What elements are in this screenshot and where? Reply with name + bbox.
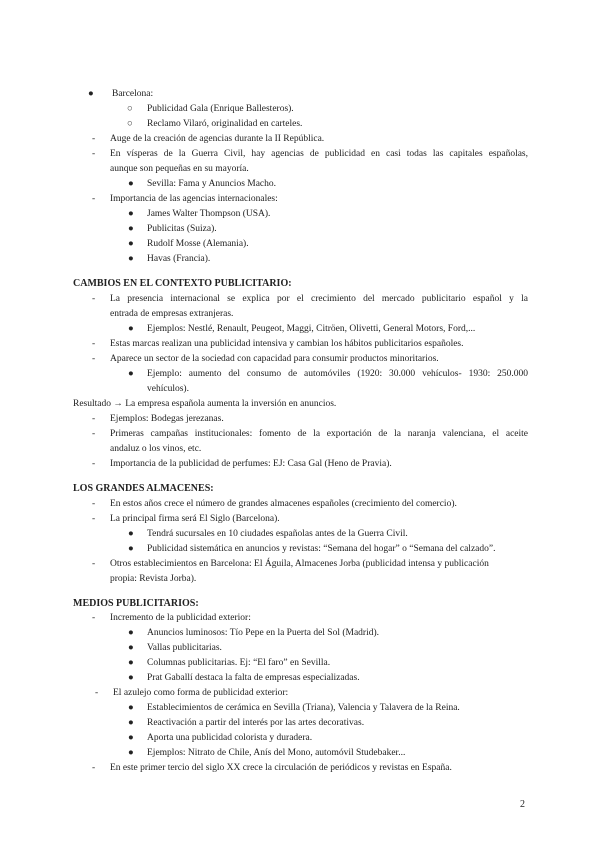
tercio-item: En este primer tercio del siglo XX crece la circulación de periódicos y revistas en España. (110, 763, 452, 773)
sistematica-item: Publicidad sistemática en anuncios y revistas: “Semana del hogar” o “Semana del calzado”. (147, 544, 496, 554)
sevilla-item: Sevilla: Fama y Anuncios Macho. (147, 179, 277, 189)
ejemplo-auto-line-1: Ejemplo: aumento del consumo de automóviles (1920: 30.000 vehículos- 1930: 250.000 (147, 369, 528, 379)
bullet-dash-icon: - (92, 499, 96, 509)
bullet-disc-icon: ● (128, 369, 134, 379)
aparece-item: Aparece un sector de la sociedad con capacidad para consumir productos minoritarios. (110, 354, 439, 364)
vilaro-item: Reclamo Vilaró, originalidad en carteles. (147, 119, 303, 129)
bullet-dash-icon: - (92, 559, 96, 569)
auge-item: Auge de la creación de agencias durante la II República. (110, 134, 325, 144)
otros-line-1: Otros establecimientos en Barcelona: El Águila, Almacenes Jorba (publicidad intensa y publicación (110, 559, 489, 569)
bullet-circle-icon: ○ (127, 119, 133, 129)
perfumes-item: Importancia de la publicidad de perfumes: EJ: Casa Gal (Heno de Pravia). (110, 459, 392, 469)
azulejo-item: El azulejo como forma de publicidad exterior: (113, 688, 289, 698)
bullet-disc-icon: ● (128, 529, 134, 539)
bullet-dash-icon: - (92, 763, 96, 773)
presencia-line-2: entrada de empresas extranjeras. (110, 309, 234, 319)
bullet-dash-icon: - (92, 354, 96, 364)
barcelona-item: Barcelona: (112, 89, 154, 99)
bullet-dash-icon: - (92, 149, 96, 159)
bullet-dash-icon: - (92, 613, 96, 623)
exterior-item: Prat Gaballí destaca la falta de empresas especializadas. (147, 673, 360, 683)
bodegas-item: Ejemplos: Bodegas jerezanas. (110, 414, 224, 424)
bullet-disc-icon: ● (128, 209, 134, 219)
bullet-disc-icon: ● (128, 703, 134, 713)
ejemplo-auto-line-2: vehículos). (147, 384, 189, 394)
primeras-line-2: andaluz o los vinos, etc. (110, 444, 202, 454)
bullet-dash-icon: - (92, 339, 96, 349)
bullet-dash-icon: - (92, 459, 96, 469)
visperas-line-2: aunque son pequeñas en su mayoría. (110, 164, 249, 174)
presencia-line-1: La presencia internacional se explica por el crecimiento del mercado publicitario español y la (110, 294, 528, 304)
bullet-dash-icon: - (92, 514, 96, 524)
resultado-line: Resultado → La empresa española aumenta la inversión en anuncios. (73, 399, 337, 409)
agency-item: Havas (Francia). (147, 254, 211, 264)
ejemplos-marcas-item: Ejemplos: Nestlé, Renault, Peugeot, Maggi, Citröen, Olivetti, General Motors, Ford,... (147, 324, 476, 334)
gala-item: Publicidad Gala (Enrique Ballesteros). (147, 104, 294, 114)
bullet-disc-icon: ● (128, 224, 134, 234)
azulejo-subitem: Aporta una publicidad colorista y duradera. (147, 733, 313, 743)
section-heading: MEDIOS PUBLICITARIOS: (73, 598, 199, 609)
bullet-disc-icon: ● (128, 733, 134, 743)
bullet-disc-icon: ● (88, 89, 94, 99)
bullet-disc-icon: ● (128, 748, 134, 758)
bullet-disc-icon: ● (128, 544, 134, 554)
bullet-circle-icon: ○ (127, 104, 133, 114)
bullet-disc-icon: ● (128, 179, 134, 189)
agency-item: Publicitas (Suiza). (147, 224, 217, 234)
section-heading: CAMBIOS EN EL CONTEXTO PUBLICITARIO: (73, 278, 292, 289)
bullet-disc-icon: ● (128, 254, 134, 264)
visperas-line-1: En vísperas de la Guerra Civil, hay agencias de publicidad en casi todas las capitales españolas, (110, 149, 528, 159)
bullet-dash-icon: - (92, 194, 96, 204)
bullet-dash-icon: - (92, 134, 96, 144)
agency-item: James Walter Thompson (USA). (147, 209, 271, 219)
incremento-item: Incremento de la publicidad exterior: (110, 613, 251, 623)
importancia-item: Importancia de las agencias internacionales: (110, 194, 278, 204)
page-number: 2 (520, 799, 525, 810)
exterior-item: Columnas publicitarias. Ej: “El faro” en Sevilla. (147, 658, 331, 668)
bullet-disc-icon: ● (128, 643, 134, 653)
crece-item: En estos años crece el número de grandes almacenes españoles (crecimiento del comercio). (110, 499, 457, 509)
bullet-disc-icon: ● (128, 324, 134, 334)
bullet-dash-icon: - (92, 429, 96, 439)
exterior-item: Vallas publicitarias. (147, 643, 222, 653)
exterior-item: Anuncios luminosos: Tío Pepe en la Puerta del Sol (Madrid). (147, 628, 380, 638)
bullet-disc-icon: ● (128, 239, 134, 249)
principal-item: La principal firma será El Siglo (Barcelona). (110, 514, 280, 524)
bullet-disc-icon: ● (128, 628, 134, 638)
otros-line-2: propia: Revista Jorba). (110, 574, 197, 584)
agency-item: Rudolf Mosse (Alemania). (147, 239, 249, 249)
estas-marcas-item: Estas marcas realizan una publicidad intensiva y cambian los hábitos publicitarios españoles. (110, 339, 464, 349)
sucursales-item: Tendrá sucursales en 10 ciudades españolas antes de la Guerra Civil. (147, 529, 408, 539)
section-heading: LOS GRANDES ALMACENES: (73, 483, 214, 494)
bullet-dash-icon: - (95, 688, 99, 698)
azulejo-subitem: Ejemplos: Nitrato de Chile, Anís del Mono, automóvil Studebaker... (147, 748, 406, 758)
bullet-disc-icon: ● (128, 673, 134, 683)
azulejo-subitem: Establecimientos de cerámica en Sevilla (Triana), Valencia y Talavera de la Reina. (147, 703, 460, 713)
bullet-disc-icon: ● (128, 658, 134, 668)
bullet-dash-icon: - (92, 294, 96, 304)
bullet-dash-icon: - (92, 414, 96, 424)
primeras-line-1: Primeras campañas institucionales: fomento de la exportación de la naranja valenciana, el aceite (110, 429, 528, 439)
azulejo-subitem: Reactivación a partir del interés por las artes decorativas. (147, 718, 365, 728)
bullet-disc-icon: ● (128, 718, 134, 728)
